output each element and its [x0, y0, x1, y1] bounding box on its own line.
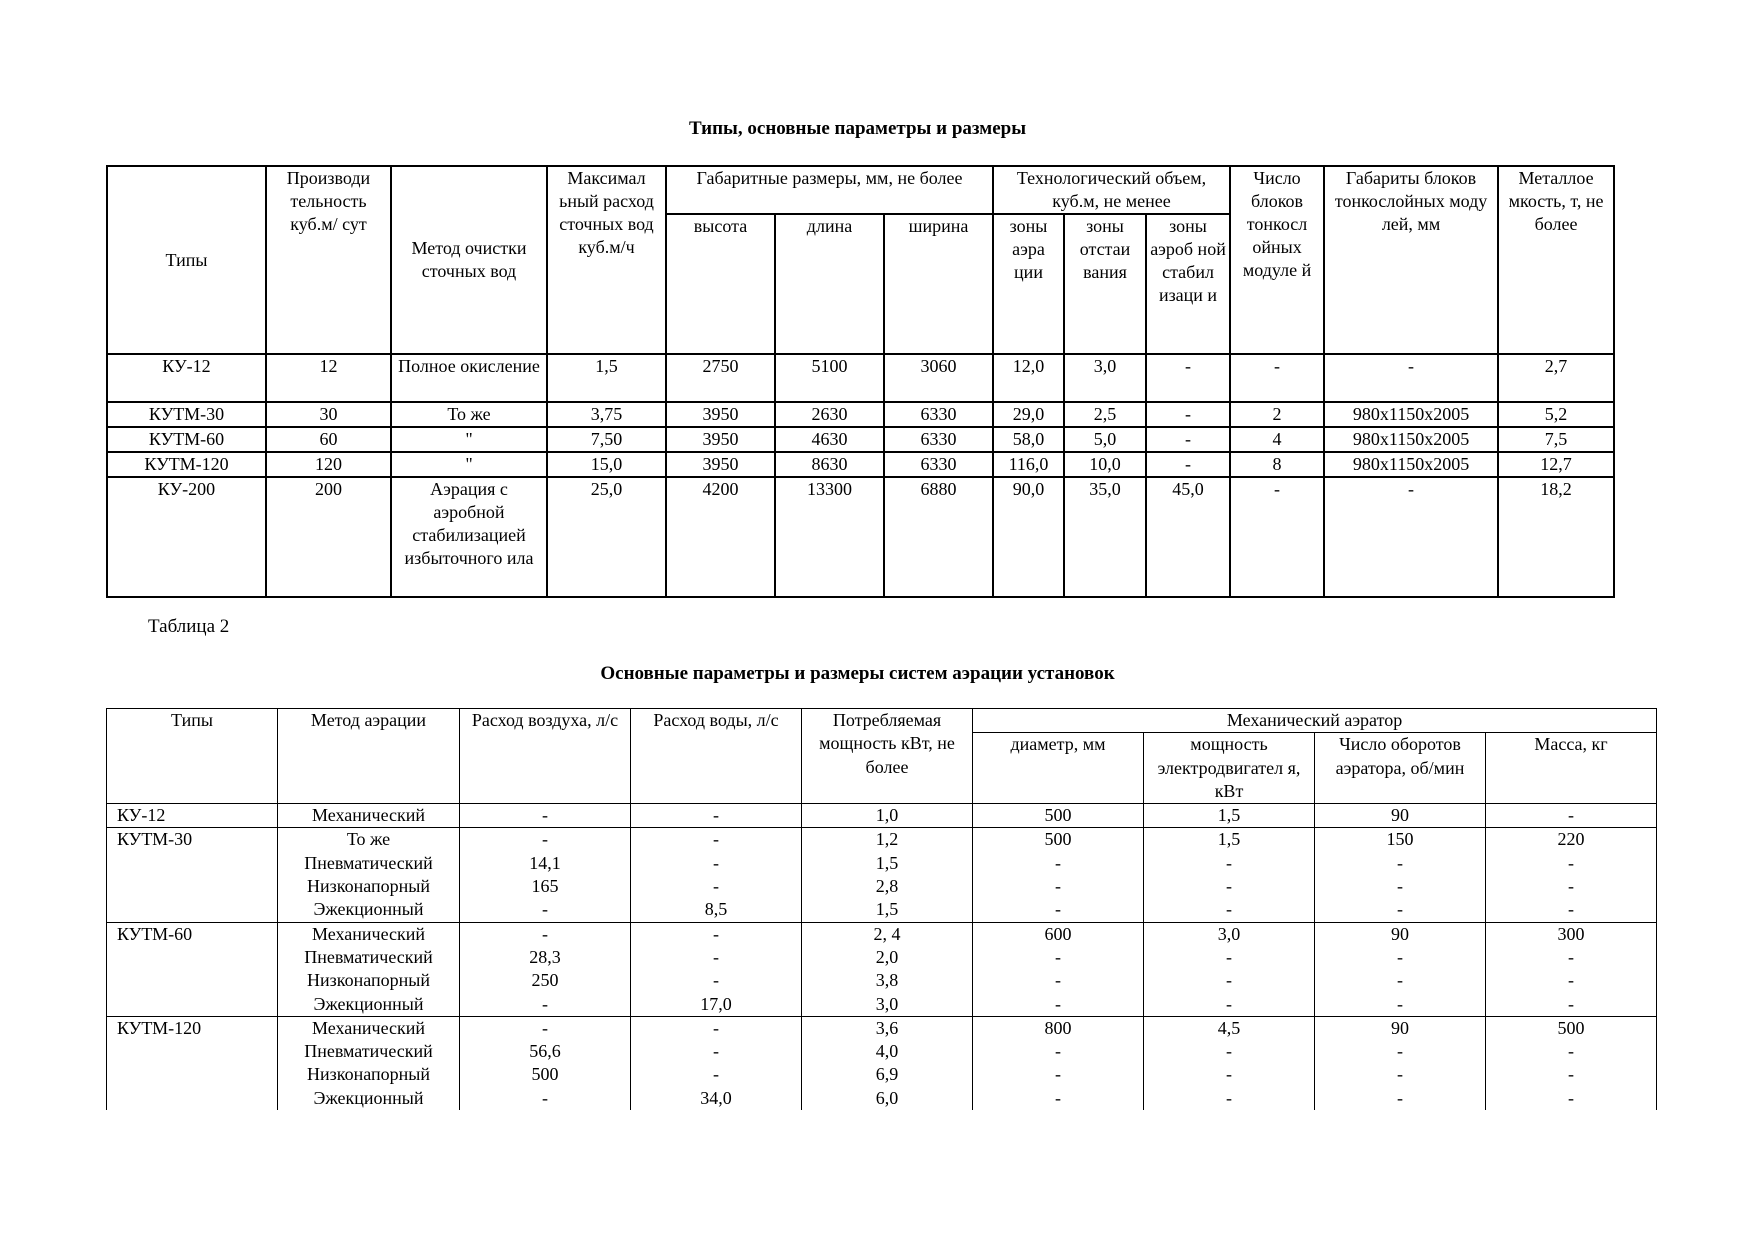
table-cell: -	[1486, 875, 1657, 898]
table-cell: -	[1146, 402, 1230, 427]
header-block-dims: Габариты блоков тонкослойных моду лей, мм	[1324, 166, 1498, 354]
table-cell: То же	[391, 402, 547, 427]
table-cell: -	[973, 875, 1144, 898]
table-cell: 5,2	[1498, 402, 1614, 427]
table-cell: 14,1	[460, 852, 631, 875]
table-cell: Эжекционный	[278, 898, 460, 922]
table-cell: -	[1486, 898, 1657, 922]
table-cell: 45,0	[1146, 477, 1230, 597]
table-cell: КУТМ-120	[107, 1016, 278, 1040]
table-cell: -	[1144, 1087, 1315, 1110]
table-cell: -	[973, 1087, 1144, 1110]
table-cell: 1,5	[802, 852, 973, 875]
table-cell: 1,0	[802, 804, 973, 828]
table-row	[107, 828, 1657, 852]
table-cell: "	[391, 427, 547, 452]
table-cell: -	[1144, 852, 1315, 875]
table-cell: -	[1144, 875, 1315, 898]
table-cell: -	[1315, 875, 1486, 898]
table-cell: КУТМ-60	[107, 427, 266, 452]
table-cell: 2630	[775, 402, 884, 427]
table-cell: -	[631, 852, 802, 875]
table-cell: 4	[1230, 427, 1324, 452]
header-max-flow: Максимал ьный расход сточных вод куб.м/ч	[547, 166, 666, 354]
table-cell: 56,6	[460, 1040, 631, 1063]
table-row	[107, 427, 1614, 452]
table-cell: 300	[1486, 922, 1657, 946]
table-cell: 500	[973, 804, 1144, 828]
table-cell: -	[1486, 804, 1657, 828]
table-cell: -	[1315, 946, 1486, 969]
table-cell: -	[1315, 969, 1486, 992]
table-row	[107, 1087, 1657, 1110]
table-cell: -	[1230, 354, 1324, 402]
table-cell: -	[631, 804, 802, 828]
table-cell: 165	[460, 875, 631, 898]
table-cell: 90	[1315, 804, 1486, 828]
table-cell: -	[1144, 1040, 1315, 1063]
header-method: Метод очистки сточных вод	[391, 166, 547, 354]
table-cell: -	[973, 1040, 1144, 1063]
table-cell: 12,7	[1498, 452, 1614, 477]
table-cell: КУ-12	[107, 804, 278, 828]
table-cell: -	[631, 946, 802, 969]
table-cell: 6330	[884, 452, 993, 477]
header-mech-aerator: Механический аэратор	[973, 709, 1657, 733]
table-cell: 500	[973, 828, 1144, 852]
table-cell: 3950	[666, 427, 775, 452]
table-cell: Пневматический	[278, 946, 460, 969]
table-cell: -	[1146, 427, 1230, 452]
table-cell: 6,0	[802, 1087, 973, 1110]
table-cell: -	[1144, 946, 1315, 969]
header-types: Типы	[107, 709, 278, 804]
header-rpm: Число оборотов аэратора, об/мин	[1315, 733, 1486, 804]
table-cell: 116,0	[993, 452, 1064, 477]
table-row	[107, 946, 1657, 969]
table-cell: Механический	[278, 1016, 460, 1040]
table-cell: 3,6	[802, 1016, 973, 1040]
table-cell: 2,0	[802, 946, 973, 969]
table-cell: 3,0	[1144, 922, 1315, 946]
header-water: Расход воды, л/с	[631, 709, 802, 804]
table-cell: Механический	[278, 804, 460, 828]
table-cell: -	[1324, 354, 1498, 402]
table-cell: 3950	[666, 402, 775, 427]
table-cell: -	[460, 804, 631, 828]
table1-title: Типы, основные параметры и размеры	[688, 118, 1027, 139]
table-cell: 7,5	[1498, 427, 1614, 452]
table-cell: 4630	[775, 427, 884, 452]
table2-caption: Таблица 2	[148, 616, 230, 637]
table-cell: Низконапорный	[278, 969, 460, 992]
table-cell: 90	[1315, 1016, 1486, 1040]
table-cell: -	[631, 828, 802, 852]
table-cell: -	[973, 852, 1144, 875]
table-cell: -	[631, 875, 802, 898]
table-cell	[107, 969, 278, 992]
table-cell	[107, 1040, 278, 1063]
table-cell: -	[1315, 898, 1486, 922]
table-row	[107, 804, 1657, 828]
table-cell: -	[460, 828, 631, 852]
table-cell: -	[460, 922, 631, 946]
table-cell: 5,0	[1064, 427, 1146, 452]
table-cell: 600	[973, 922, 1144, 946]
table-row	[107, 1063, 1657, 1086]
table-row	[107, 875, 1657, 898]
table-cell: -	[460, 993, 631, 1017]
table-cell: 4200	[666, 477, 775, 597]
table-cell: 13300	[775, 477, 884, 597]
table-cell: 6330	[884, 402, 993, 427]
table-cell: 3,75	[547, 402, 666, 427]
table-cell: 500	[460, 1063, 631, 1086]
parameters-table	[106, 165, 1615, 598]
table-cell: КУ-200	[107, 477, 266, 597]
table-cell: 90,0	[993, 477, 1064, 597]
table-cell	[107, 1063, 278, 1086]
table-cell: -	[1230, 477, 1324, 597]
header-productivity: Производи тельность куб.м/ сут	[266, 166, 391, 354]
table-cell: -	[1315, 852, 1486, 875]
table-cell: 4,0	[802, 1040, 973, 1063]
table-cell: 500	[1486, 1016, 1657, 1040]
table-cell: -	[1486, 852, 1657, 875]
table-cell: -	[1144, 1063, 1315, 1086]
table-cell: -	[1324, 477, 1498, 597]
table-cell: 25,0	[547, 477, 666, 597]
table-cell: -	[1315, 1040, 1486, 1063]
header-aeration-zone: зоны аэра ции	[993, 214, 1064, 354]
table-row	[107, 852, 1657, 875]
table-cell: -	[631, 1063, 802, 1086]
table-cell: 8630	[775, 452, 884, 477]
table-cell: 120	[266, 452, 391, 477]
table-cell: 1,5	[547, 354, 666, 402]
table-cell: 58,0	[993, 427, 1064, 452]
table-row	[107, 402, 1614, 427]
table-cell: 35,0	[1064, 477, 1146, 597]
table-cell: 800	[973, 1016, 1144, 1040]
table-cell: "	[391, 452, 547, 477]
table-cell: 8,5	[631, 898, 802, 922]
table-cell: -	[631, 1016, 802, 1040]
header-diameter: диаметр, мм	[973, 733, 1144, 804]
table-cell: 12,0	[993, 354, 1064, 402]
table-cell: -	[973, 1063, 1144, 1086]
table-cell: КУТМ-60	[107, 922, 278, 946]
table-cell: -	[460, 898, 631, 922]
table-cell: 2,5	[1064, 402, 1146, 427]
table-cell: Аэрация с аэробной стабилизацией избыточного ила	[391, 477, 547, 597]
table-cell: 90	[1315, 922, 1486, 946]
table-cell: Полное окисление	[391, 354, 547, 402]
table-cell: 2,7	[1498, 354, 1614, 402]
table-cell: 18,2	[1498, 477, 1614, 597]
table-cell: 1,5	[802, 898, 973, 922]
table-cell: 6,9	[802, 1063, 973, 1086]
table-cell: 29,0	[993, 402, 1064, 427]
table-cell: -	[1486, 946, 1657, 969]
table-cell: 2, 4	[802, 922, 973, 946]
table-cell: Низконапорный	[278, 1063, 460, 1086]
table-row	[107, 354, 1614, 402]
table-row	[107, 452, 1614, 477]
table-cell: 3,8	[802, 969, 973, 992]
header-dimensions: Габаритные размеры, мм, не более	[666, 166, 993, 214]
table-cell: 7,50	[547, 427, 666, 452]
table-cell: 250	[460, 969, 631, 992]
header-length: длина	[775, 214, 884, 354]
table-cell: 150	[1315, 828, 1486, 852]
table-cell: -	[631, 969, 802, 992]
header-width: ширина	[884, 214, 993, 354]
table-cell: 1,2	[802, 828, 973, 852]
table-cell: -	[1486, 1063, 1657, 1086]
table-row	[107, 1040, 1657, 1063]
table-cell: -	[1144, 969, 1315, 992]
table-cell: Эжекционный	[278, 993, 460, 1017]
table-cell: 1,5	[1144, 828, 1315, 852]
table-cell: 980х1150х2005	[1324, 452, 1498, 477]
table-row	[107, 969, 1657, 992]
header-method: Метод аэрации	[278, 709, 460, 804]
table-cell: -	[1486, 1040, 1657, 1063]
table-cell: Низконапорный	[278, 875, 460, 898]
header-mass: Масса, кг	[1486, 733, 1657, 804]
table-cell: 3950	[666, 452, 775, 477]
table-cell: 3,0	[1064, 354, 1146, 402]
table-cell: -	[973, 898, 1144, 922]
table-cell: 5100	[775, 354, 884, 402]
table-cell: -	[1146, 354, 1230, 402]
header-types: Типы	[107, 166, 266, 354]
table-cell: КУ-12	[107, 354, 266, 402]
table-cell: Механический	[278, 922, 460, 946]
table-row	[107, 477, 1614, 597]
table-row	[107, 922, 1657, 946]
table-row	[107, 898, 1657, 922]
table-cell: 15,0	[547, 452, 666, 477]
table-cell	[107, 993, 278, 1017]
table-cell: -	[973, 946, 1144, 969]
table-cell: 200	[266, 477, 391, 597]
table-cell: -	[973, 969, 1144, 992]
table-cell: -	[460, 1087, 631, 1110]
table-cell: 60	[266, 427, 391, 452]
table-cell: КУТМ-30	[107, 402, 266, 427]
table-cell: 4,5	[1144, 1016, 1315, 1040]
table-cell: 10,0	[1064, 452, 1146, 477]
table-cell: 30	[266, 402, 391, 427]
table-cell: 12	[266, 354, 391, 402]
table-cell: 2750	[666, 354, 775, 402]
table-cell: -	[460, 1016, 631, 1040]
table-cell: КУТМ-30	[107, 828, 278, 852]
table-cell: -	[1486, 1087, 1657, 1110]
table-cell: 980х1150х2005	[1324, 427, 1498, 452]
table-cell: Пневматический	[278, 1040, 460, 1063]
table-cell: -	[631, 922, 802, 946]
table-cell: 1,5	[1144, 804, 1315, 828]
header-height: высота	[666, 214, 775, 354]
table-cell: Пневматический	[278, 852, 460, 875]
table-cell: -	[1315, 993, 1486, 1017]
aeration-table	[106, 708, 1657, 1110]
table-cell: -	[1144, 898, 1315, 922]
table-cell: -	[631, 1040, 802, 1063]
table-row	[107, 993, 1657, 1017]
table-row	[107, 1016, 1657, 1040]
header-motor-power: мощность электродвигател я, кВт	[1144, 733, 1315, 804]
table-cell: То же	[278, 828, 460, 852]
table-cell: 3060	[884, 354, 993, 402]
header-power: Потребляемая мощность кВт, не более	[802, 709, 973, 804]
table-cell: -	[973, 993, 1144, 1017]
table-cell: -	[1146, 452, 1230, 477]
header-air: Расход воздуха, л/с	[460, 709, 631, 804]
table-cell: 2	[1230, 402, 1324, 427]
table-cell: -	[1486, 993, 1657, 1017]
header-settling-zone: зоны отстаи вания	[1064, 214, 1146, 354]
table-cell: 3,0	[802, 993, 973, 1017]
header-aerobic-zone: зоны аэроб ной стабил изаци и	[1146, 214, 1230, 354]
table-cell: 28,3	[460, 946, 631, 969]
table-cell: 220	[1486, 828, 1657, 852]
table-cell	[107, 875, 278, 898]
table-cell	[107, 946, 278, 969]
table-cell: 6880	[884, 477, 993, 597]
table-cell	[107, 898, 278, 922]
header-modules-count: Число блоков тонкосл ойных модуле й	[1230, 166, 1324, 354]
table-cell: 980х1150х2005	[1324, 402, 1498, 427]
table-cell: 17,0	[631, 993, 802, 1017]
table-cell: 8	[1230, 452, 1324, 477]
table-cell: -	[1315, 1063, 1486, 1086]
header-tech-volume: Технологический объем, куб.м, не менее	[993, 166, 1230, 214]
header-metal: Металлое мкость, т, не более	[1498, 166, 1614, 354]
table-cell: 2,8	[802, 875, 973, 898]
table-cell: КУТМ-120	[107, 452, 266, 477]
table2-title: Основные параметры и размеры систем аэрации установок	[600, 663, 1115, 684]
table-cell	[107, 852, 278, 875]
table-cell	[107, 1087, 278, 1110]
table-cell: 34,0	[631, 1087, 802, 1110]
table-cell: -	[1144, 993, 1315, 1017]
table-cell: 6330	[884, 427, 993, 452]
table-cell: -	[1486, 969, 1657, 992]
table-cell: -	[1315, 1087, 1486, 1110]
table-cell: Эжекционный	[278, 1087, 460, 1110]
